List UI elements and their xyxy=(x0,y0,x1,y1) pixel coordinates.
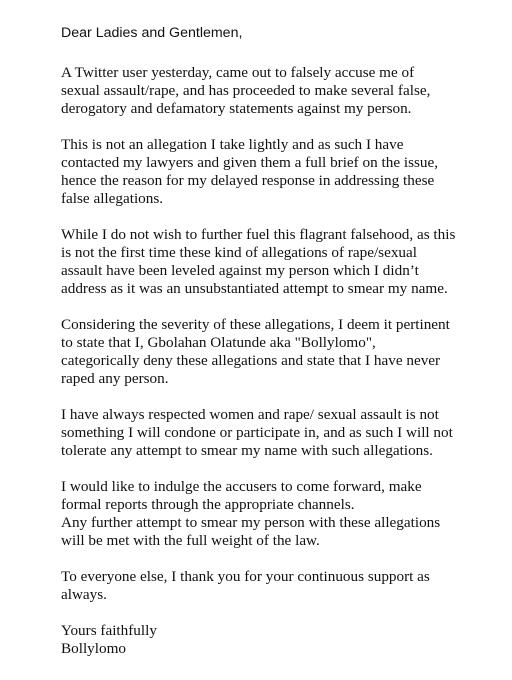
text-line: is not the first time these kind of allegations of rape/sexual xyxy=(61,244,417,261)
text-line: This is not an allegation I take lightly and as such I have xyxy=(61,136,404,153)
closing xyxy=(61,622,501,658)
text-line: always. xyxy=(61,586,107,603)
valediction: Yours faithfully xyxy=(61,622,157,639)
letter xyxy=(61,24,501,658)
text-line: formal reports through the appropriate channels. xyxy=(61,496,355,513)
text-line: derogatory and defamatory statements against my person. xyxy=(61,100,412,117)
paragraph-5 xyxy=(61,406,501,460)
signature: Bollylomo xyxy=(61,640,126,657)
text-line: Any further attempt to smear my person with these allegations xyxy=(61,514,441,531)
text-line: address as it was an unsubstantiated attempt to smear my name. xyxy=(61,280,448,297)
paragraph-7 xyxy=(61,568,501,604)
text-line: assault have been leveled against my person which I didn’t xyxy=(61,262,419,279)
text-line: While I do not wish to further fuel this flagrant falsehood, as this xyxy=(61,226,456,243)
paragraph-3 xyxy=(61,226,501,298)
text-line: I have always respected women and rape/ sexual assault is not xyxy=(61,406,439,423)
paragraph-6 xyxy=(61,478,501,550)
text-line: categorically deny these allegations and state that I have never xyxy=(61,352,441,369)
paragraph-4 xyxy=(61,316,501,388)
text-line: will be met with the full weight of the law. xyxy=(61,532,320,549)
text-line: To everyone else, I thank you for your continuous support as xyxy=(61,568,430,585)
text-line: tolerate any attempt to smear my name with such allegations. xyxy=(61,442,433,459)
text-line: contacted my lawyers and given them a full brief on the issue, xyxy=(61,154,439,171)
paragraph-1 xyxy=(61,64,501,118)
text-line: A Twitter user yesterday, came out to falsely accuse me of xyxy=(61,64,415,81)
salutation: Dear Ladies and Gentlemen, xyxy=(61,25,243,41)
text-line: false allegations. xyxy=(61,190,164,207)
text-line: Considering the severity of these allegations, I deem it pertinent xyxy=(61,316,450,333)
text-line: I would like to indulge the accusers to come forward, make xyxy=(61,478,422,495)
paragraph-2 xyxy=(61,136,501,208)
text-line: hence the reason for my delayed response in addressing these xyxy=(61,172,435,189)
text-line: raped any person. xyxy=(61,370,169,387)
text-line: sexual assault/rape, and has proceeded to make several false, xyxy=(61,82,431,99)
text-line: something I will condone or participate in, and as such I will not xyxy=(61,424,453,441)
text-line: to state that I, Gbolahan Olatunde aka "Bollylomo", xyxy=(61,334,376,351)
